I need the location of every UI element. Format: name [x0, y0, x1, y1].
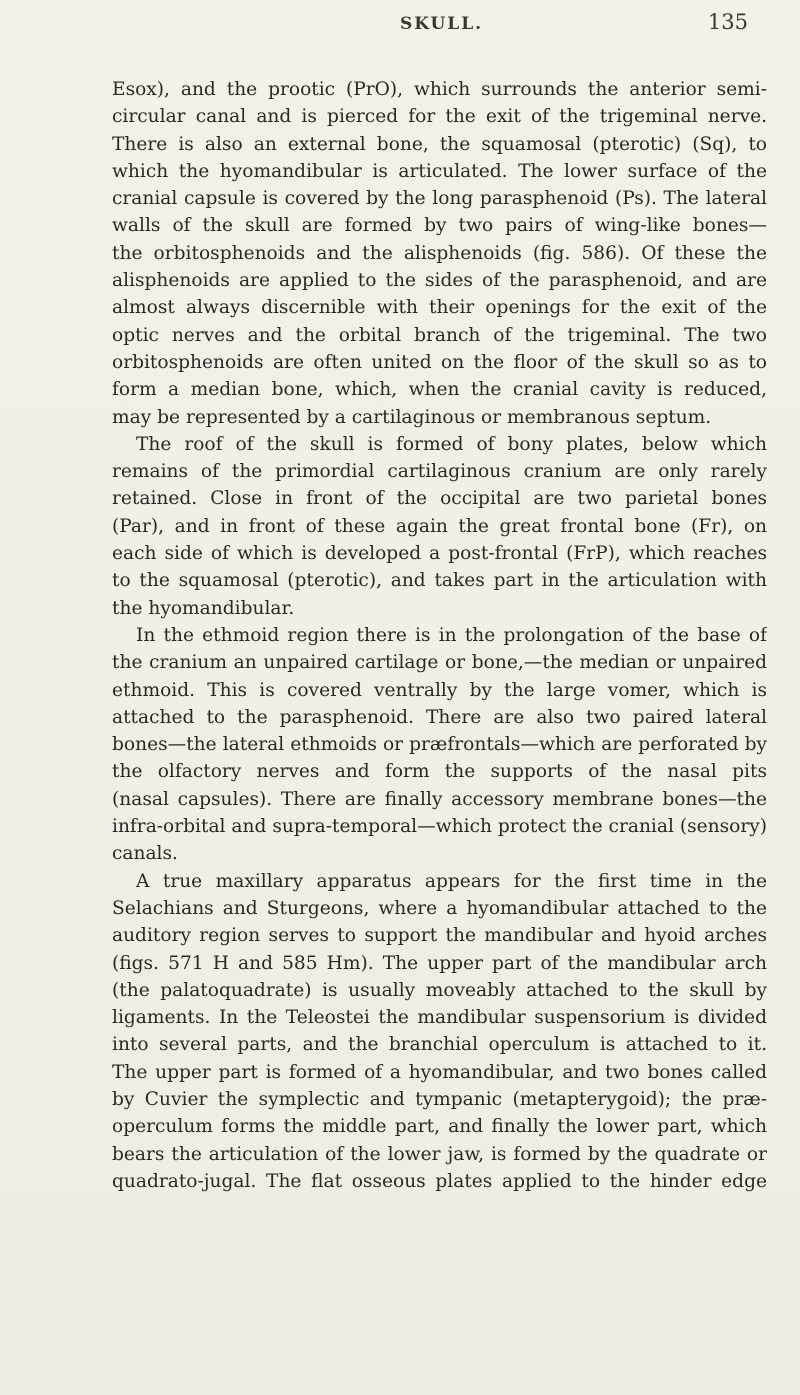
running-head-title: SKULL. [400, 14, 484, 34]
text-line: canals. [112, 843, 178, 865]
text-line: bones—the lateral ethmoids or præfrontals—which are perforated by [112, 734, 767, 756]
text-line: by Cuvier the symplectic and tympanic (metapterygoid); the præ- [112, 1088, 767, 1110]
text-line: form a median bone, which, when the cranial cavity is reduced, [112, 379, 767, 401]
text-line: the olfactory nerves and form the supports of the nasal pits [112, 761, 767, 783]
body-text [112, 76, 767, 1195]
text-line: quadrato-jugal. The flat osseous plates applied to the hinder edge [112, 1170, 767, 1192]
text-line: circular canal and is pierced for the exit of the trigeminal nerve. [112, 106, 767, 128]
text-line: Selachians and Sturgeons, where a hyomandibular attached to the [112, 897, 767, 919]
text-line: auditory region serves to support the mandibular and hyoid arches [112, 925, 767, 947]
page-number: 135 [707, 10, 748, 34]
text-line: The upper part is formed of a hyomandibular, and two bones called [112, 1061, 767, 1083]
text-line: the orbitosphenoids and the alisphenoids (fig. 586). Of these the [112, 242, 767, 264]
text-line: (nasal capsules). There are finally accessory membrane bones—the [112, 788, 767, 810]
text-line: to the squamosal (pterotic), and takes part in the articulation with [112, 570, 767, 592]
text-line: the cranium an unpaired cartilage or bone,—the median or unpaired [112, 652, 767, 674]
text-line: walls of the skull are formed by two pairs of wing-like bones— [112, 215, 767, 237]
text-line: cranial capsule is covered by the long parasphenoid (Ps). The lateral [112, 188, 767, 210]
text-line: In the ethmoid region there is in the prolongation of the base of [136, 624, 767, 646]
text-line: optic nerves and the orbital branch of the trigeminal. The two [112, 324, 767, 346]
text-line: A true maxillary apparatus appears for the first time in the [136, 870, 767, 892]
text-line: (the palatoquadrate) is usually moveably attached to the skull by [112, 979, 767, 1001]
text-line: almost always discernible with their openings for the exit of the [112, 297, 767, 319]
text-line: each side of which is developed a post-frontal (FrP), which reaches [112, 543, 767, 565]
text-line: ethmoid. This is covered ventrally by the large vomer, which is [112, 679, 767, 701]
text-line: retained. Close in front of the occipital are two parietal bones [112, 488, 767, 510]
text-line: the hyomandibular. [112, 597, 295, 619]
text-line: ligaments. In the Teleostei the mandibular suspensorium is divided [112, 1007, 767, 1029]
text-line: Esox), and the prootic (PrO), which surrounds the anterior semi- [112, 79, 767, 100]
text-line: infra-orbital and supra-temporal—which protect the cranial (sensory) [112, 816, 767, 838]
text-line: (figs. 571 H and 585 Hm). The upper part of the mandibular arch [112, 952, 767, 974]
text-line: remains of the primordial cartilaginous cranium are only rarely [112, 461, 767, 483]
text-line: There is also an external bone, the squamosal (pterotic) (Sq), to [112, 133, 767, 155]
text-line: may be represented by a cartilaginous or membranous septum. [112, 406, 712, 428]
text-line: alisphenoids are applied to the sides of the parasphenoid, and are [112, 270, 767, 292]
text-line: operculum forms the middle part, and finally the lower part, which [112, 1116, 767, 1138]
text-line: bears the articulation of the lower jaw, is formed by the quadrate or [112, 1143, 767, 1165]
text-line: orbitosphenoids are often united on the floor of the skull so as to [112, 351, 767, 373]
text-line: which the hyomandibular is articulated. The lower surface of the [112, 160, 767, 182]
text-line: into several parts, and the branchial operculum is attached to it. [112, 1034, 767, 1056]
text-line: The roof of the skull is formed of bony plates, below which [136, 433, 767, 455]
text-line: attached to the parasphenoid. There are also two paired lateral [112, 706, 767, 728]
text-line: (Par), and in front of these again the great frontal bone (Fr), on [112, 515, 767, 537]
